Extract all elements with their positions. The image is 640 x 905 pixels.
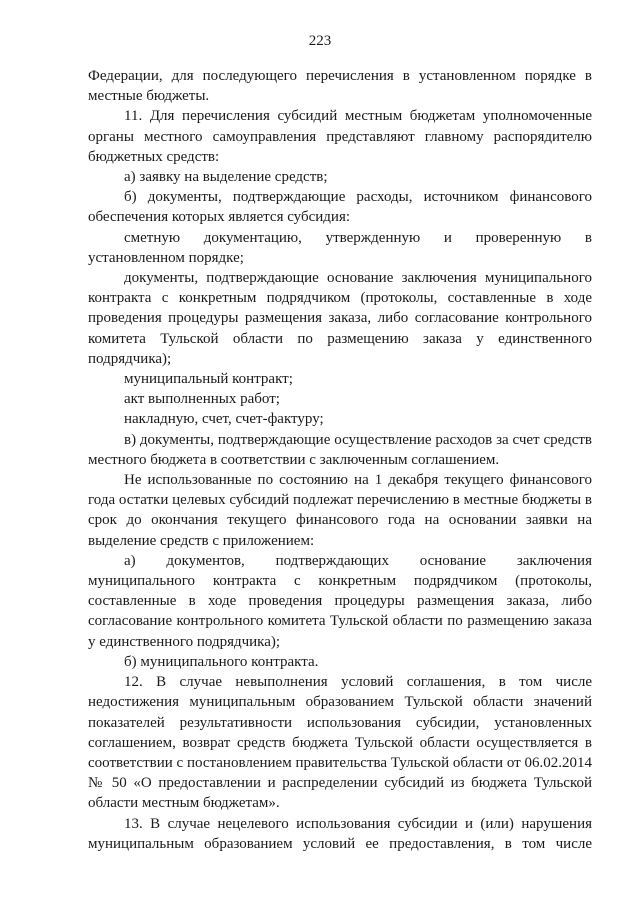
paragraph: 12. В случае невыполнения условий соглашения, в том числе недостижения муниципальным образованием Тульской области значений показателей результативности использования субсидии, установленных соглашением, возврат средств бюджета Тульской области осуществляется в соответствии с постановлением правительства Тульской области от 06.02.2014 № 50 «О предоставлении и распределении субсидий из бюджета Тульской области местным бюджетам». <box>88 674 592 812</box>
list-item: в) документы, подтверждающие осуществление расходов за счет средств местного бюджета в соответствии с заключенным соглашением. <box>88 431 592 468</box>
list-item: документы, подтверждающие основание заключения муниципального контракта с конкретным подрядчиком (протоколы, составленные в ходе проведения процедуры размещения заказа, либо согласование контрольного комитета Тульской области по размещению заказа у единственного подрядчика); <box>88 270 592 367</box>
paragraph: 11. Для перечисления субсидий местным бюджетам уполномоченные органы местного самоуправления представляют главному распорядителю бюджетных средств: <box>88 108 592 165</box>
list-item: накладную, счет, счет-фактуру; <box>124 411 324 428</box>
paragraph: Не использованные по состоянию на 1 декабря текущего финансового года остатки целевых субсидий подлежат перечислению в местные бюджеты в срок до окончания текущего финансового года на основании заявки на выделение средств с приложением: <box>88 472 592 549</box>
list-item: б) документы, подтверждающие расходы, источником финансового обеспечения которых является субсидия: <box>88 189 592 226</box>
list-item: б) муниципального контракта. <box>124 653 319 670</box>
list-item: сметную документацию, утвержденную и проверенную в установленном порядке; <box>88 229 592 266</box>
paragraph: Федерации, для последующего перечисления в установленном порядке в местные бюджеты. <box>88 68 592 105</box>
list-item: муниципальный контракт; <box>124 371 293 388</box>
page-number: 223 <box>308 33 332 49</box>
paragraph: 13. В случае нецелевого использования субсидии и (или) нарушения муниципальным образованием условий ее предоставления, в том числе <box>88 815 592 852</box>
document-body <box>88 66 592 854</box>
list-item: а) заявку на выделение средств; <box>124 169 328 186</box>
list-item: акт выполненных работ; <box>124 391 280 408</box>
list-item: а) документов, подтверждающих основание заключения муниципального контракта с конкретным подрядчиком (протоколы, составленные в ходе проведения процедуры размещения заказа, либо согласование контрольного комитета Тульской области по размещению заказа у единственного подрядчика); <box>88 552 592 650</box>
